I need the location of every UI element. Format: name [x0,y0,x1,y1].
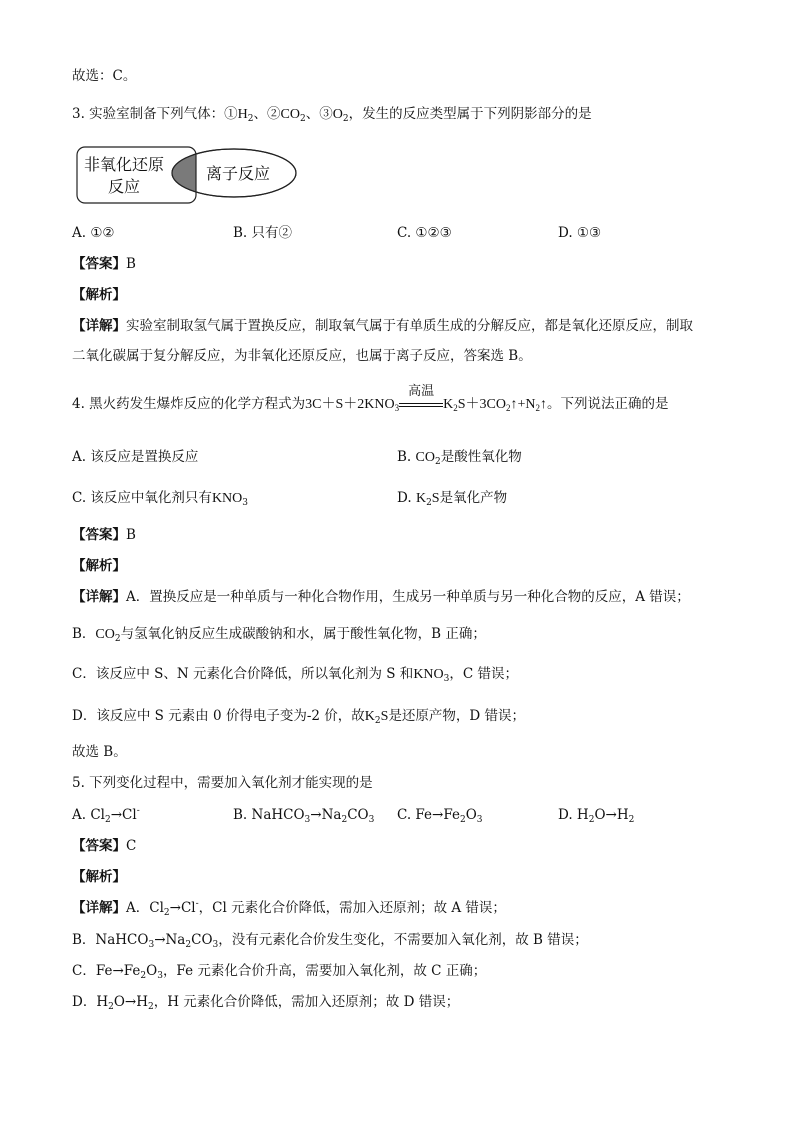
q4-optB-post: 是酸性氧化物 [440,449,522,465]
eq-right-c: ↑+N [510,397,536,412]
q3-stem-suffix: ，发生的反应类型属于下列阴影部分的是 [348,106,592,122]
q5-dA-post: ，Cl 元素化合价降低，需加入还原剂；故 A 错误； [198,900,506,916]
q5-optB-sub2: 2 [341,815,348,825]
detail-tag: 【详解】 [72,318,126,334]
q4-detail-d-pre: D．该反应中 S 元素由 0 价得电子变为-2 价，故 [72,708,365,724]
detail-tag: 【详解】 [72,589,126,605]
analysis-tag: 【解析】 [72,287,126,303]
q4-detail-b-pre: B． [72,626,96,642]
q5-optB-post: CO [347,807,369,823]
answer-tag: 【答案】 [72,256,126,272]
q5-detail-a [72,898,506,918]
q4-detail-d-formula-2: S [380,709,389,724]
q3-sep2: 、 [305,106,320,122]
q5-dA-sub: 2 [163,908,170,918]
eq-right-sub2: 2 [506,403,511,413]
q4-answer [72,525,136,545]
q3-gas3-formula: O [332,107,343,122]
q4-optB-sub: 2 [434,457,441,467]
q5-dB-sub1: 3 [148,940,155,950]
q5-detail-c [72,961,486,981]
q4-optC-sub: 3 [242,498,249,508]
analysis-tag: 【解析】 [72,558,126,574]
q4-option-d [397,488,507,509]
q5-answer [72,836,136,856]
q3-option-b: B. 只有② [233,225,293,241]
eq-condition: 高温 [408,383,435,399]
q5-stem: 5. 下列变化过程中，需要加入氧化剂才能实现的是 [72,775,373,791]
q4-optD-post: 是氧化产物 [439,490,508,506]
q3-gas3-num: ③ [319,106,333,122]
eq-right-a: K [443,397,454,412]
q4-detail-d-sub: 2 [374,716,381,726]
q4-option-c [72,488,248,509]
answer-value: B [126,527,136,543]
q5-dD-sub1: 2 [108,1002,114,1012]
q2-conclusion: 故选：C。 [72,68,137,84]
q4-detail-b-sub: 2 [114,634,121,644]
eq-right-sub3: 2 [535,403,541,413]
eq-left: 3C＋S＋2KNO [305,397,395,412]
q5-dD-mid: O→H [113,994,148,1010]
q5-optD-pre: D. H [558,807,589,823]
q5-dB-mid: →Na [154,932,186,948]
q4-detail-d [72,706,525,727]
q4-detail-b-formula: CO [95,627,115,642]
diagram-left-label-2: 反应 [107,177,141,196]
q5-optD-sub2: 2 [628,815,635,825]
q3-gas1 [224,106,253,122]
q4-detail-d-post: 是还原产物，D 错误； [388,708,526,724]
q3-gas1-num: ① [224,106,238,122]
q4-detail-c-formula: KNO [413,667,444,682]
q5-dB-mid2: CO [191,932,213,948]
q4-detail-c-sub: 3 [443,674,450,684]
q3-answer [72,254,136,274]
q5-optA-sub: 2 [104,815,111,825]
eq-bar-bottom [399,406,443,407]
q5-option-b [233,805,374,825]
q3-analysis [72,285,126,305]
q4-detail-a-text: A．置换反应是一种单质与一种化合物作用，生成另一种单质与另一种化合物的反应，A 错误； [126,589,690,605]
q5-dC-mid: O [146,963,158,979]
q4-equation [305,383,548,413]
eq-right-b: S＋3CO [457,397,506,412]
q5-optA-mid: →Cl [110,807,137,823]
q4-optD-formula-2: S [431,491,440,506]
q4-optC-pre: C. 该反应中氧化剂只有 [72,490,212,506]
q4-option-b [397,447,522,468]
q4-conclusion: 故选 B。 [72,744,127,760]
q5-detail-b [72,930,588,950]
q4-detail-c-post: ，C 错误； [449,666,519,682]
q4-detail-a [72,587,690,607]
q3-option-d: D. ①③ [558,225,602,241]
q5-dD-post: ，H 元素化合价降低，需加入还原剂；故 D 错误； [153,994,460,1010]
analysis-tag: 【解析】 [72,869,126,885]
q4-optD-sub: 2 [426,498,432,508]
q5-dC-post: ，Fe 元素化合价升高，需要加入氧化剂，故 C 正确； [162,963,487,979]
q5-option-a [72,805,140,825]
q5-optB-sub3: 3 [368,815,375,825]
q4-detail-c [72,664,518,685]
q5-optB-pre: B. NaHCO [233,807,305,823]
q5-optB-sub1: 3 [304,815,311,825]
q4-stem-suffix: 。下列说法正确的是 [547,396,669,412]
q4-optD-pre: D. [397,490,416,506]
answer-value: B [126,256,136,272]
q4-analysis [72,556,126,576]
q3-gas3 [319,106,348,122]
q5-optD-sub1: 2 [588,815,595,825]
q5-analysis [72,867,126,887]
q5-optC-sub2: 3 [476,815,483,825]
q3-gas2-sub: 2 [299,114,306,124]
q5-dB-pre: B．NaHCO [72,932,149,948]
answer-value: C [126,838,137,854]
q5-dC-sub1: 2 [140,971,147,981]
q5-option-d [558,805,634,825]
q5-dB-sub2: 2 [185,940,192,950]
q3-gas2 [267,106,306,122]
q5-dD-sub2: 2 [148,1002,154,1012]
q3-option-a: A. ①② [72,225,115,241]
q5-optD-mid: O→H [594,807,629,823]
answer-tag: 【答案】 [72,527,126,543]
q3-gas2-formula: CO [280,107,300,122]
answer-tag: 【答案】 [72,838,126,854]
detail-tag: 【详解】 [72,900,126,916]
q5-dC-pre: C．Fe→Fe [72,963,141,979]
q4-option-a: A. 该反应是置换反应 [72,449,199,465]
q5-dB-post: ，没有元素化合价发生变化，不需要加入氧化剂，故 B 错误； [218,932,588,948]
q5-dB-sub3: 3 [212,940,219,950]
eq-bar-top [399,403,443,404]
eq-right-sub1: 2 [453,403,458,413]
q5-dD-pre: D．H [72,994,109,1010]
q4-detail-c-pre: C．该反应中 S、N 元素化合价降低，所以氧化剂为 S 和 [72,666,414,682]
q5-optB-mid: →Na [310,807,342,823]
q5-optA-sup: - [136,806,140,816]
q3-gas2-num: ② [267,106,281,122]
q3-detail-2: 二氧化碳属于复分解反应，为非氧化还原反应，也属于离子反应，答案选 B。 [72,348,532,364]
q5-optA-pre: A. Cl [72,807,105,823]
q3-detail-text-1: 实验室制取氢气属于置换反应，制取氧气属于有单质生成的分解反应，都是氧化还原反应，制取 [126,318,693,334]
q5-detail-d [72,992,459,1012]
q4-detail-b [72,624,486,645]
q4-optD-formula-1: K [415,491,427,506]
q5-dA-pre: A．Cl [126,900,164,916]
diagram-left-label-1: 非氧化还原 [83,155,165,174]
q3-gas3-sub: 2 [342,114,349,124]
q5-optC-sub1: 2 [459,815,466,825]
eq-left-sub: 3 [394,403,400,413]
q3-gas1-sub: 2 [247,114,254,124]
q4-optB-pre: B. [397,449,416,465]
diagram-right-label: 离子反应 [205,164,271,183]
q3-stem [72,104,592,125]
q5-dA-mid: →Cl [169,900,196,916]
eq-condition-sign [399,383,443,415]
q4-detail-d-formula-1: K [364,709,375,724]
q3-option-c: C. ①②③ [397,225,452,241]
q5-dC-sub2: 3 [157,971,163,981]
q4-optC-formula: KNO [211,491,243,506]
q4-optB-formula: CO [415,450,435,465]
q5-dA-sup: - [195,899,199,909]
q3-sep1: 、 [253,106,268,122]
q5-option-c [397,805,483,825]
q5-optC-mid: O [465,807,477,823]
eq-right-d: ↑ [540,397,548,412]
q4-detail-b-post: 与氢氧化钠反应生成碳酸钠和水，属于酸性氧化物，B 正确； [120,626,486,642]
q4-stem-prefix: 4. 黑火药发生爆炸反应的化学方程式为 [72,396,306,412]
q3-detail-1 [72,316,693,336]
q5-optC-pre: C. Fe→Fe [397,807,460,823]
q3-gas1-formula: H [237,107,248,122]
q4-stem [72,383,669,415]
reaction-type-diagram [76,146,298,204]
q3-stem-prefix: 3. 实验室制备下列气体： [72,106,225,122]
